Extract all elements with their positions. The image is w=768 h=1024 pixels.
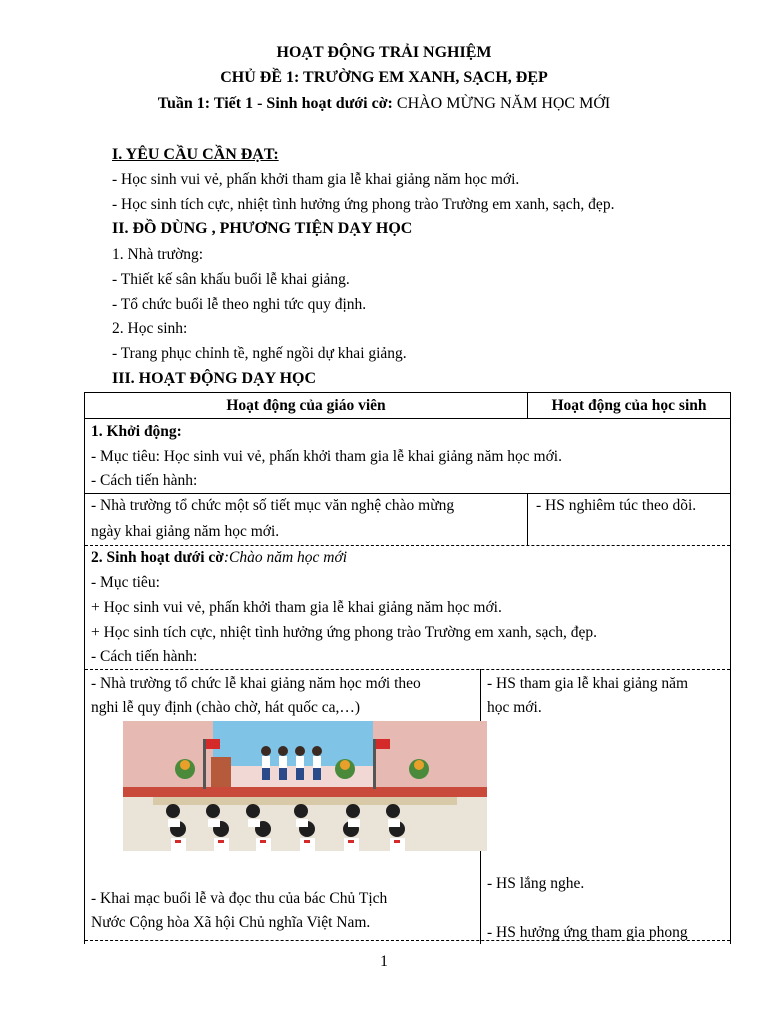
part-2-student-line: học mới. bbox=[487, 699, 542, 716]
activity-table bbox=[84, 392, 731, 944]
lesson-title-name: CHÀO MỪNG NĂM HỌC MỚI bbox=[392, 95, 611, 112]
student-column-header: Hoạt động của học sinh bbox=[551, 397, 707, 414]
part-1-student: - HS nghiêm túc theo dõi. bbox=[536, 497, 697, 514]
requirement-item: - Học sinh tích cực, nhiệt tình hưởng ứng phong trào Trường em xanh, sạch, đẹp. bbox=[112, 196, 615, 213]
part-2-teacher-line: Nước Cộng hòa Xã hội Chủ nghĩa Việt Nam. bbox=[91, 914, 371, 931]
part-2-goal: + Học sinh vui vẻ, phấn khởi tham gia lễ khai giảng năm học mới. bbox=[91, 599, 502, 616]
section-3-title: III. HOẠT ĐỘNG DẠY HỌC bbox=[112, 370, 317, 387]
part-2-goal: + Học sinh tích cực, nhiệt tình hưởng ứng phong trào Trường em xanh, sạch, đẹp. bbox=[91, 624, 598, 641]
requirement-item: - Học sinh vui vẻ, phấn khởi tham gia lễ khai giảng năm học mới. bbox=[112, 171, 520, 188]
topic-title: CHỦ ĐỀ 1: TRƯỜNG EM XANH, SẠCH, ĐẸP bbox=[220, 69, 548, 86]
part-2-goal-label: - Mục tiêu: bbox=[91, 574, 160, 591]
section-1-title: I. YÊU CẦU CẦN ĐẠT: bbox=[112, 146, 279, 163]
materials-line: - Thiết kế sân khấu buổi lễ khai giảng. bbox=[112, 271, 350, 288]
part-2-teacher-line: - Nhà trường tổ chức lễ khai giảng năm học mới theo bbox=[91, 675, 421, 692]
page-number: 1 bbox=[380, 953, 388, 970]
opening-ceremony-illustration bbox=[123, 721, 487, 851]
materials-line: 1. Nhà trường: bbox=[112, 246, 204, 263]
materials-line: 2. Học sinh: bbox=[112, 320, 188, 337]
part-1-teacher-line: ngày khai giảng năm học mới. bbox=[91, 523, 280, 540]
part-1-title: 1. Khởi động: bbox=[91, 423, 182, 440]
lesson-title bbox=[0, 95, 768, 113]
part-2-title bbox=[91, 549, 347, 567]
part-1-goal: - Mục tiêu: Học sinh vui vẻ, phấn khởi tham gia lễ khai giảng năm học mới. bbox=[91, 448, 562, 465]
part-2-student-line: - HS hưởng ứng tham gia phong bbox=[487, 924, 688, 941]
lesson-title-prefix: Tuần 1: Tiết 1 - Sinh hoạt dưới cờ: bbox=[157, 95, 393, 112]
section-2-title: II. ĐỒ DÙNG , PHƯƠNG TIỆN DẠY HỌC bbox=[112, 220, 413, 237]
part-2-teacher-line: nghi lễ quy định (chào chờ, hát quốc ca,…) bbox=[91, 699, 361, 716]
doc-title: HOẠT ĐỘNG TRẢI NGHIỆM bbox=[276, 44, 492, 61]
part-2-procedure: - Cách tiến hành: bbox=[91, 648, 198, 665]
part-2-teacher-text: - Khai mạc buổi lễ và đọc thu của bác Chủ Tịch bbox=[91, 890, 388, 907]
part-2-teacher-line bbox=[91, 890, 473, 908]
justified-line bbox=[91, 890, 473, 908]
part-2-student-line: - HS tham gia lễ khai giảng năm bbox=[487, 675, 689, 692]
part-1-teacher-line: - Nhà trường tổ chức một số tiết mục văn nghệ chào mừng bbox=[91, 497, 455, 514]
part-2-title-bold: 2. Sinh hoạt dưới cờ bbox=[91, 549, 224, 566]
part-2-title-italic: :Chào năm học mới bbox=[223, 549, 348, 566]
materials-line: - Tổ chức buổi lễ theo nghi tức quy định. bbox=[112, 296, 367, 313]
materials-line: - Trang phục chỉnh tề, nghế ngồi dự khai giảng. bbox=[112, 345, 407, 362]
part-1-procedure: - Cách tiến hành: bbox=[91, 472, 198, 489]
teacher-column-header: Hoạt động của giáo viên bbox=[226, 397, 386, 414]
part-2-student-line: - HS lắng nghe. bbox=[487, 875, 585, 892]
